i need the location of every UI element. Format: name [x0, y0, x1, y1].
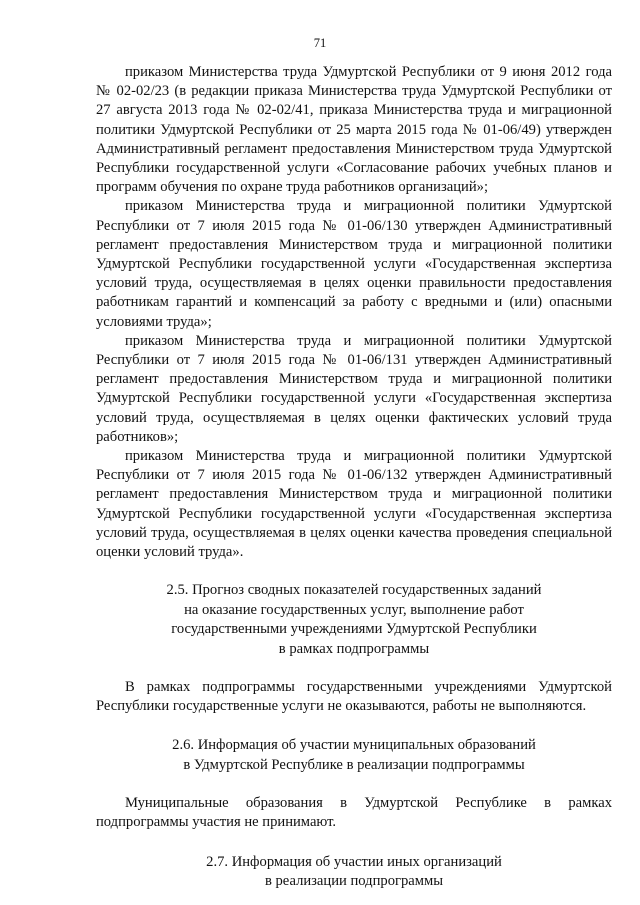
- heading-line: 2.7. Информация об участии иных организаций: [206, 853, 502, 870]
- section-text-2-6: Муниципальные образования в Удмуртской Республике в рамках подпрограммы участия не принимают.: [96, 795, 612, 831]
- heading-line: государственными учреждениями Удмуртской Республики: [171, 621, 537, 638]
- paragraph-order-01-06-131: приказом Министерства труда и миграционной политики Удмуртской Республики от 7 июля 2015 года № 01-06/131 утвержден Административный регламент предоставления Министерством труда и миграционной политики Удмуртской Республики государственной услуги «Государственная экспертиза условий труда, осуществляемая в целях оценки фактических условий труда работников»;: [96, 332, 612, 445]
- paragraph-order-02-02-23: приказом Министерства труда Удмуртской Республики от 9 июня 2012 года № 02-02/23 (в редакции приказа Министерства труда Удмуртской Республики от 27 августа 2013 года № 02-02/41, приказа Министерства труда и миграционной политики Удмуртской Республики от 25 марта 2015 года № 01-06/49) утвержден Административный регламент предоставления Министерством труда Удмуртской Республики государственной услуги «Согласование рабочих учебных планов и программ обучения по охране труда работников организаций»;: [96, 64, 612, 196]
- section-heading-2-6: [96, 736, 612, 775]
- page-number: 71: [313, 36, 327, 50]
- paragraph-order-01-06-130: приказом Министерства труда и миграционной политики Удмуртской Республики от 7 июля 2015 года № 01-06/130 утвержден Административный регламент предоставления Министерством труда и миграционной политики Удмуртской Республики государственной услуги «Государственная экспертиза условий труда, осуществляемая в целях оценки правильности предоставления работникам гарантий и компенсаций за работу с вредными и (или) опасными условиями труда»;: [96, 198, 612, 330]
- section-heading-2-7: [96, 853, 612, 892]
- heading-line: на оказание государственных услуг, выполнение работ: [184, 601, 524, 618]
- heading-line: в Удмуртской Республике в реализации подпрограммы: [183, 756, 525, 773]
- heading-line: 2.5. Прогноз сводных показателей государственных заданий: [166, 582, 542, 599]
- section-text-2-5: В рамках подпрограммы государственными учреждениями Удмуртской Республики государственные услуги не оказываются, работы не выполняются.: [96, 678, 612, 715]
- heading-line: в реализации подпрограммы: [264, 872, 444, 889]
- paragraph-order-01-06-132: приказом Министерства труда и миграционной политики Удмуртской Республики от 7 июля 2015 года № 01-06/132 утвержден Административный регламент предоставления Министерством труда и миграционной политики Удмуртской Республики государственной услуги «Государственная экспертиза условий труда, осуществляемая в целях оценки качества проведения специальной оценки условий труда».: [96, 448, 612, 561]
- heading-line: 2.6. Информация об участии муниципальных образований: [172, 737, 536, 754]
- heading-line: в рамках подпрограммы: [278, 640, 430, 657]
- section-heading-2-5: [96, 581, 612, 659]
- page-content: [96, 63, 612, 891]
